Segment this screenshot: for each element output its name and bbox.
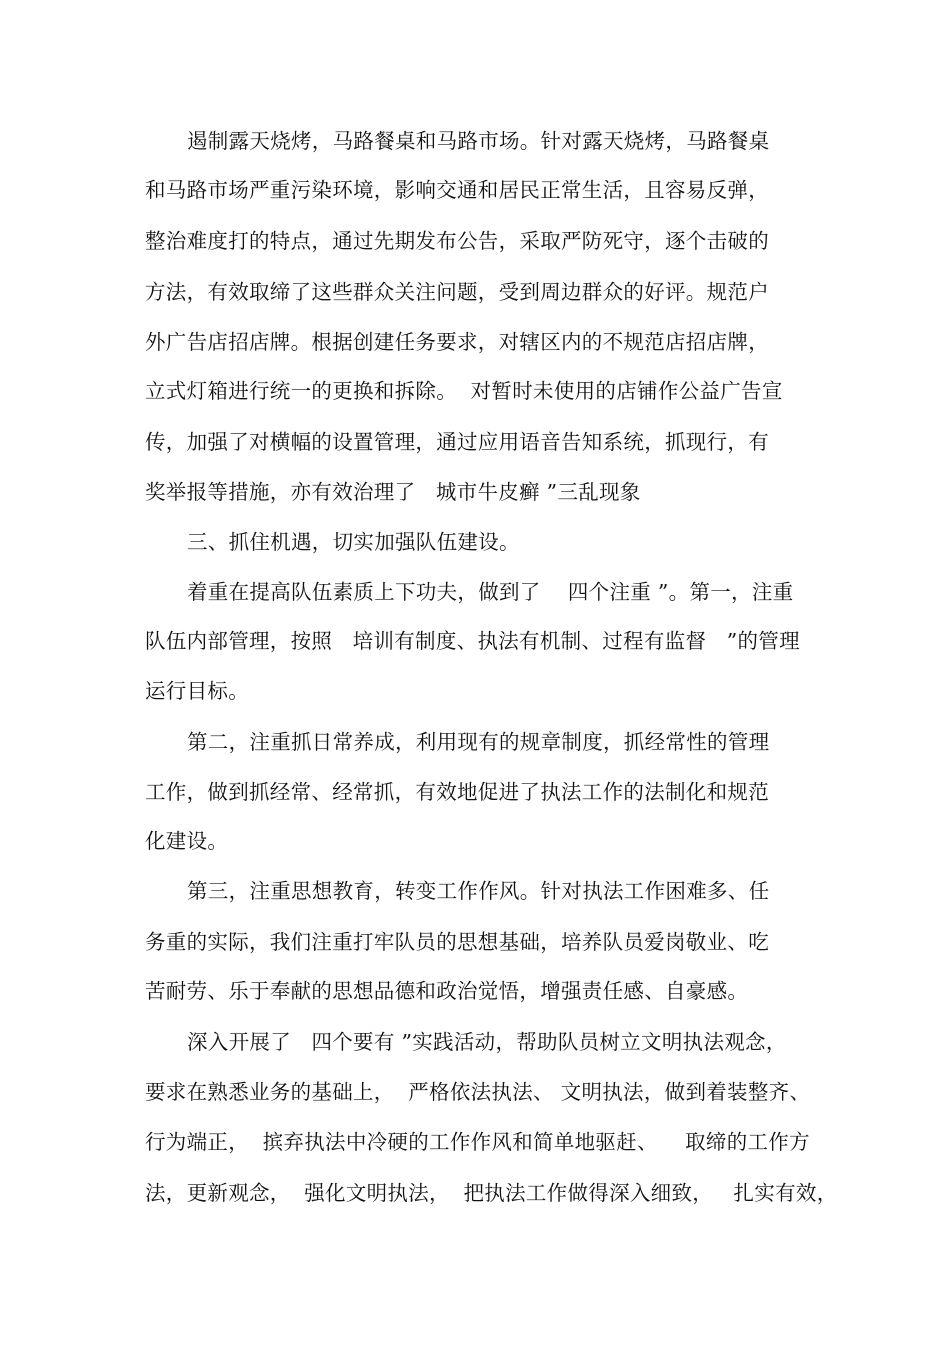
text-line: 奖举报等措施，亦有效治理了 城市牛皮癣 ”三乱现象	[145, 480, 641, 504]
text-line: 外广告店招店牌。根据创建任务要求，对辖区内的不规范店招店牌，	[145, 330, 769, 354]
text-line: 法，更新观念， 强化文明执法， 把执法工作做得深入细致， 扎实有效，	[145, 1181, 838, 1205]
text-line: 第二，注重抓日常养成，利用现有的规章制度，抓经常性的管理	[187, 730, 770, 754]
text-line: 队伍内部管理，按照 培训有制度、执法有机制、过程有监督 ”的管理	[145, 629, 800, 653]
text-line: 整治难度打的特点，通过先期发布公告，采取严防死守，逐个击破的	[145, 229, 769, 253]
text-line: 苦耐劳、乐于奉献的思想品德和政治觉悟，增强责任感、自豪感。	[145, 979, 749, 1003]
text-line: 要求在熟悉业务的基础上， 严格依法执法、 文明执法，做到着装整齐、	[145, 1080, 811, 1104]
text-line: 行为端正， 摈弃执法中冷硬的工作作风和简单地驱赶、 取缔的工作方	[145, 1130, 810, 1154]
text-line: 第三，注重思想教育，转变工作作风。针对执法工作困难多、任	[187, 879, 770, 903]
text-line: 遏制露天烧烤，马路餐桌和马路市场。针对露天烧烤，马路餐桌	[187, 129, 770, 153]
text-line: 传，加强了对横幅的设置管理，通过应用语音告知系统，抓现行，有	[145, 430, 769, 454]
text-line: 运行目标。	[145, 679, 249, 703]
section-heading: 三、抓住机遇，切实加强队伍建设。	[187, 530, 520, 554]
text-line: 务重的实际，我们注重打牢队员的思想基础，培养队员爱岗敬业、吃	[145, 930, 769, 954]
text-line: 方法，有效取缔了这些群众关注问题，受到周边群众的好评。规范户	[145, 280, 769, 304]
text-line: 立式灯箱进行统一的更换和拆除。 对暂时未使用的店铺作公益广告宣	[145, 379, 783, 403]
text-line: 化建设。	[145, 829, 229, 853]
text-line: 深入开展了 四个要有 ”实践活动，帮助队员树立文明执法观念，	[187, 1030, 787, 1054]
text-line: 着重在提高队伍素质上下功夫，做到了 四个注重 ”。第一，注重	[187, 580, 794, 604]
text-line: 和马路市场严重污染环境，影响交通和居民正常生活，且容易反弹，	[145, 178, 769, 202]
text-line: 工作，做到抓经常、经常抓，有效地促进了执法工作的法制化和规范	[145, 780, 769, 804]
